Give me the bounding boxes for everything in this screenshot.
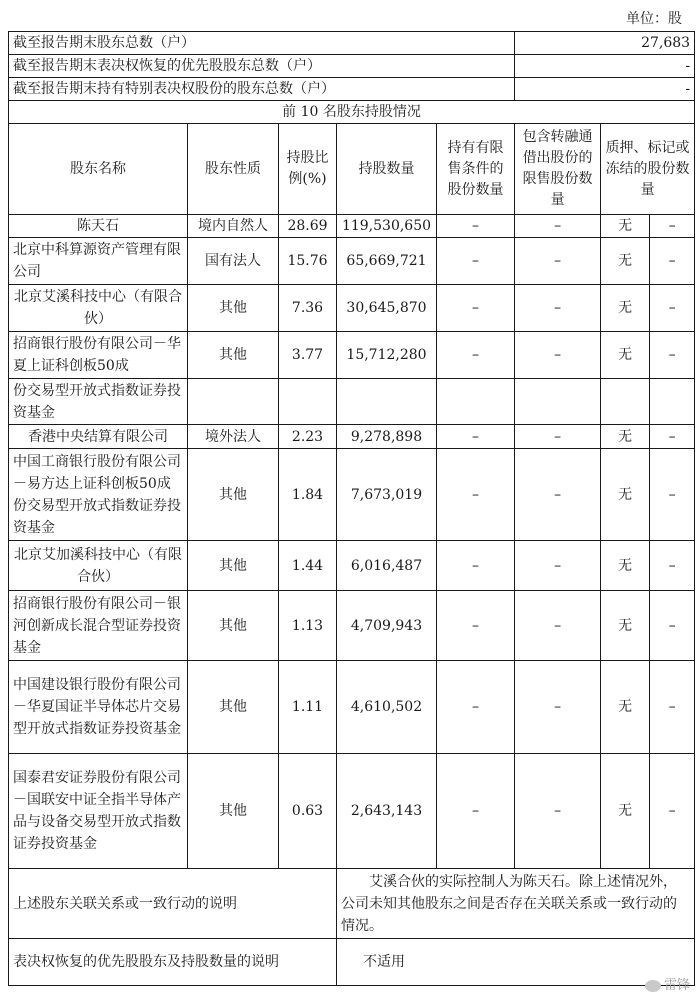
- shareholder-nature: 其他: [188, 449, 279, 541]
- table-row: [9, 449, 695, 541]
- header-pledge: 质押、标记或冻结的股份数量: [601, 124, 695, 215]
- holding-ratio: [279, 379, 337, 425]
- pledge-quantity: –: [650, 238, 695, 285]
- summary-value: 27,683: [515, 32, 695, 55]
- footer-row-relationship: [9, 869, 695, 939]
- unit-label: 单位：股: [626, 11, 682, 27]
- holding-ratio: 7.36: [279, 285, 337, 332]
- pledge-quantity: –: [650, 591, 695, 661]
- pledge-status: 无: [601, 425, 650, 449]
- header-shares: 持股数量: [337, 124, 437, 215]
- table-row: [9, 591, 695, 661]
- holding-ratio: 0.63: [279, 754, 337, 869]
- pledge-status: 无: [601, 754, 650, 869]
- shareholder-name: 北京艾加溪科技中心（有限合伙）: [9, 541, 188, 591]
- lending-shares: –: [515, 661, 601, 754]
- share-count: 2,643,143: [337, 754, 437, 869]
- restricted-shares: –: [437, 591, 515, 661]
- header-ratio: 持股比例(%): [279, 124, 337, 215]
- header-restricted: 持有有限售条件的股份数量: [437, 124, 515, 215]
- table-row: [9, 215, 695, 238]
- restricted-shares: –: [437, 425, 515, 449]
- shareholder-nature: 境外法人: [188, 425, 279, 449]
- table-row: [9, 332, 695, 379]
- shareholder-name: 份交易型开放式指数证券投资基金: [9, 379, 188, 425]
- restricted-shares: –: [437, 754, 515, 869]
- holding-ratio: 1.84: [279, 449, 337, 541]
- shareholder-nature: 其他: [188, 332, 279, 379]
- share-count: 4,610,502: [337, 661, 437, 754]
- footer-value: 不适用: [337, 939, 695, 986]
- pledge-status: 无: [601, 238, 650, 285]
- shareholder-nature: 其他: [188, 591, 279, 661]
- pledge-status: [601, 379, 650, 425]
- pledge-quantity: [650, 379, 695, 425]
- lending-shares: –: [515, 238, 601, 285]
- share-count: 4,709,943: [337, 591, 437, 661]
- lending-shares: [515, 379, 601, 425]
- restricted-shares: –: [437, 285, 515, 332]
- pledge-quantity: –: [650, 332, 695, 379]
- share-count: 30,645,870: [337, 285, 437, 332]
- pledge-status: 无: [601, 285, 650, 332]
- header-lending: 包含转融通借出股份的限售股份数量: [515, 124, 601, 215]
- table-row: [9, 541, 695, 591]
- shareholder-name: 北京艾溪科技中心（有限合伙）: [9, 285, 188, 332]
- shareholder-table: [8, 31, 695, 986]
- lending-shares: –: [515, 285, 601, 332]
- table-row: [9, 425, 695, 449]
- lending-shares: –: [515, 215, 601, 238]
- shareholder-nature: 境内自然人: [188, 215, 279, 238]
- share-count: 65,669,721: [337, 238, 437, 285]
- header-row: [9, 124, 695, 215]
- footer-label: 上述股东关联关系或一致行动的说明: [9, 869, 337, 939]
- pledge-status: 无: [601, 541, 650, 591]
- lending-shares: –: [515, 591, 601, 661]
- shareholder-name: 北京中科算源资产管理有限公司: [9, 238, 188, 285]
- restricted-shares: [437, 379, 515, 425]
- lending-shares: –: [515, 754, 601, 869]
- restricted-shares: –: [437, 449, 515, 541]
- lending-shares: –: [515, 541, 601, 591]
- weibo-logo-icon: [645, 980, 661, 992]
- holding-ratio: 1.13: [279, 591, 337, 661]
- footer-value: 艾溪合伙的实际控制人为陈天石。除上述情况外，公司未知其他股东之间是否存在关联关系或一致行动的情况。: [337, 869, 695, 939]
- holding-ratio: 28.69: [279, 215, 337, 238]
- lending-shares: –: [515, 449, 601, 541]
- pledge-status: 无: [601, 591, 650, 661]
- shareholder-nature: 其他: [188, 285, 279, 332]
- pledge-status: 无: [601, 332, 650, 379]
- shareholder-name: 招商银行股份有限公司－银河创新成长混合型证券投资基金: [9, 591, 188, 661]
- share-count: 119,530,650: [337, 215, 437, 238]
- holding-ratio: 1.11: [279, 661, 337, 754]
- shareholder-nature: 其他: [188, 541, 279, 591]
- summary-value: -: [515, 78, 695, 101]
- header-nature: 股东性质: [188, 124, 279, 215]
- share-count: 15,712,280: [337, 332, 437, 379]
- pledge-quantity: –: [650, 215, 695, 238]
- shareholder-name: 中国工商银行股份有限公司－易方达上证科创板50成份交易型开放式指数证券投资基金: [9, 449, 188, 541]
- pledge-status: 无: [601, 661, 650, 754]
- shareholder-nature: 其他: [188, 754, 279, 869]
- shareholder-name: 中国建设银行股份有限公司－华夏国证半导体芯片交易型开放式指数证券投资基金: [9, 661, 188, 754]
- holding-ratio: 3.77: [279, 332, 337, 379]
- table-row: [9, 379, 695, 425]
- summary-row-preferred-holders: [9, 55, 695, 78]
- restricted-shares: –: [437, 332, 515, 379]
- summary-value: -: [515, 55, 695, 78]
- share-count: [337, 379, 437, 425]
- share-count: 7,673,019: [337, 449, 437, 541]
- shareholder-name: 招商银行股份有限公司－华夏上证科创板50成: [9, 332, 188, 379]
- holding-ratio: 15.76: [279, 238, 337, 285]
- share-count: 9,278,898: [337, 425, 437, 449]
- section-title: 前 10 名股东持股情况: [9, 101, 695, 124]
- summary-row-special-voting-holders: [9, 78, 695, 101]
- watermark-text: 雷锋: [663, 978, 690, 993]
- pledge-status: 无: [601, 449, 650, 541]
- restricted-shares: –: [437, 215, 515, 238]
- footer-label: 表决权恢复的优先股股东及持股数量的说明: [9, 939, 337, 986]
- table-row: [9, 285, 695, 332]
- pledge-quantity: –: [650, 425, 695, 449]
- restricted-shares: –: [437, 541, 515, 591]
- summary-label: 截至报告期末股东总数（户）: [9, 32, 515, 55]
- pledge-quantity: –: [650, 754, 695, 869]
- table-row: [9, 754, 695, 869]
- restricted-shares: –: [437, 238, 515, 285]
- watermark: [645, 974, 690, 993]
- share-count: 6,016,487: [337, 541, 437, 591]
- pledge-quantity: –: [650, 661, 695, 754]
- summary-row-total-holders: [9, 32, 695, 55]
- lending-shares: –: [515, 425, 601, 449]
- lending-shares: –: [515, 332, 601, 379]
- shareholder-nature: 国有法人: [188, 238, 279, 285]
- shareholder-nature: [188, 379, 279, 425]
- pledge-status: 无: [601, 215, 650, 238]
- shareholder-name: 香港中央结算有限公司: [9, 425, 188, 449]
- footer-row-preferred: [9, 939, 695, 986]
- pledge-quantity: –: [650, 285, 695, 332]
- holding-ratio: 2.23: [279, 425, 337, 449]
- summary-label: 截至报告期末表决权恢复的优先股股东总数（户）: [9, 55, 515, 78]
- shareholder-name: 国泰君安证券股份有限公司－国联安中证全指半导体产品与设备交易型开放式指数证券投资基金: [9, 754, 188, 869]
- header-name: 股东名称: [9, 124, 188, 215]
- summary-label: 截至报告期末持有特别表决权股份的股东总数（户）: [9, 78, 515, 101]
- restricted-shares: –: [437, 661, 515, 754]
- holding-ratio: 1.44: [279, 541, 337, 591]
- shareholder-name: 陈天石: [9, 215, 188, 238]
- section-title-row: [9, 101, 695, 124]
- pledge-quantity: –: [650, 449, 695, 541]
- table-row: [9, 238, 695, 285]
- shareholder-nature: 其他: [188, 661, 279, 754]
- table-row: [9, 661, 695, 754]
- pledge-quantity: –: [650, 541, 695, 591]
